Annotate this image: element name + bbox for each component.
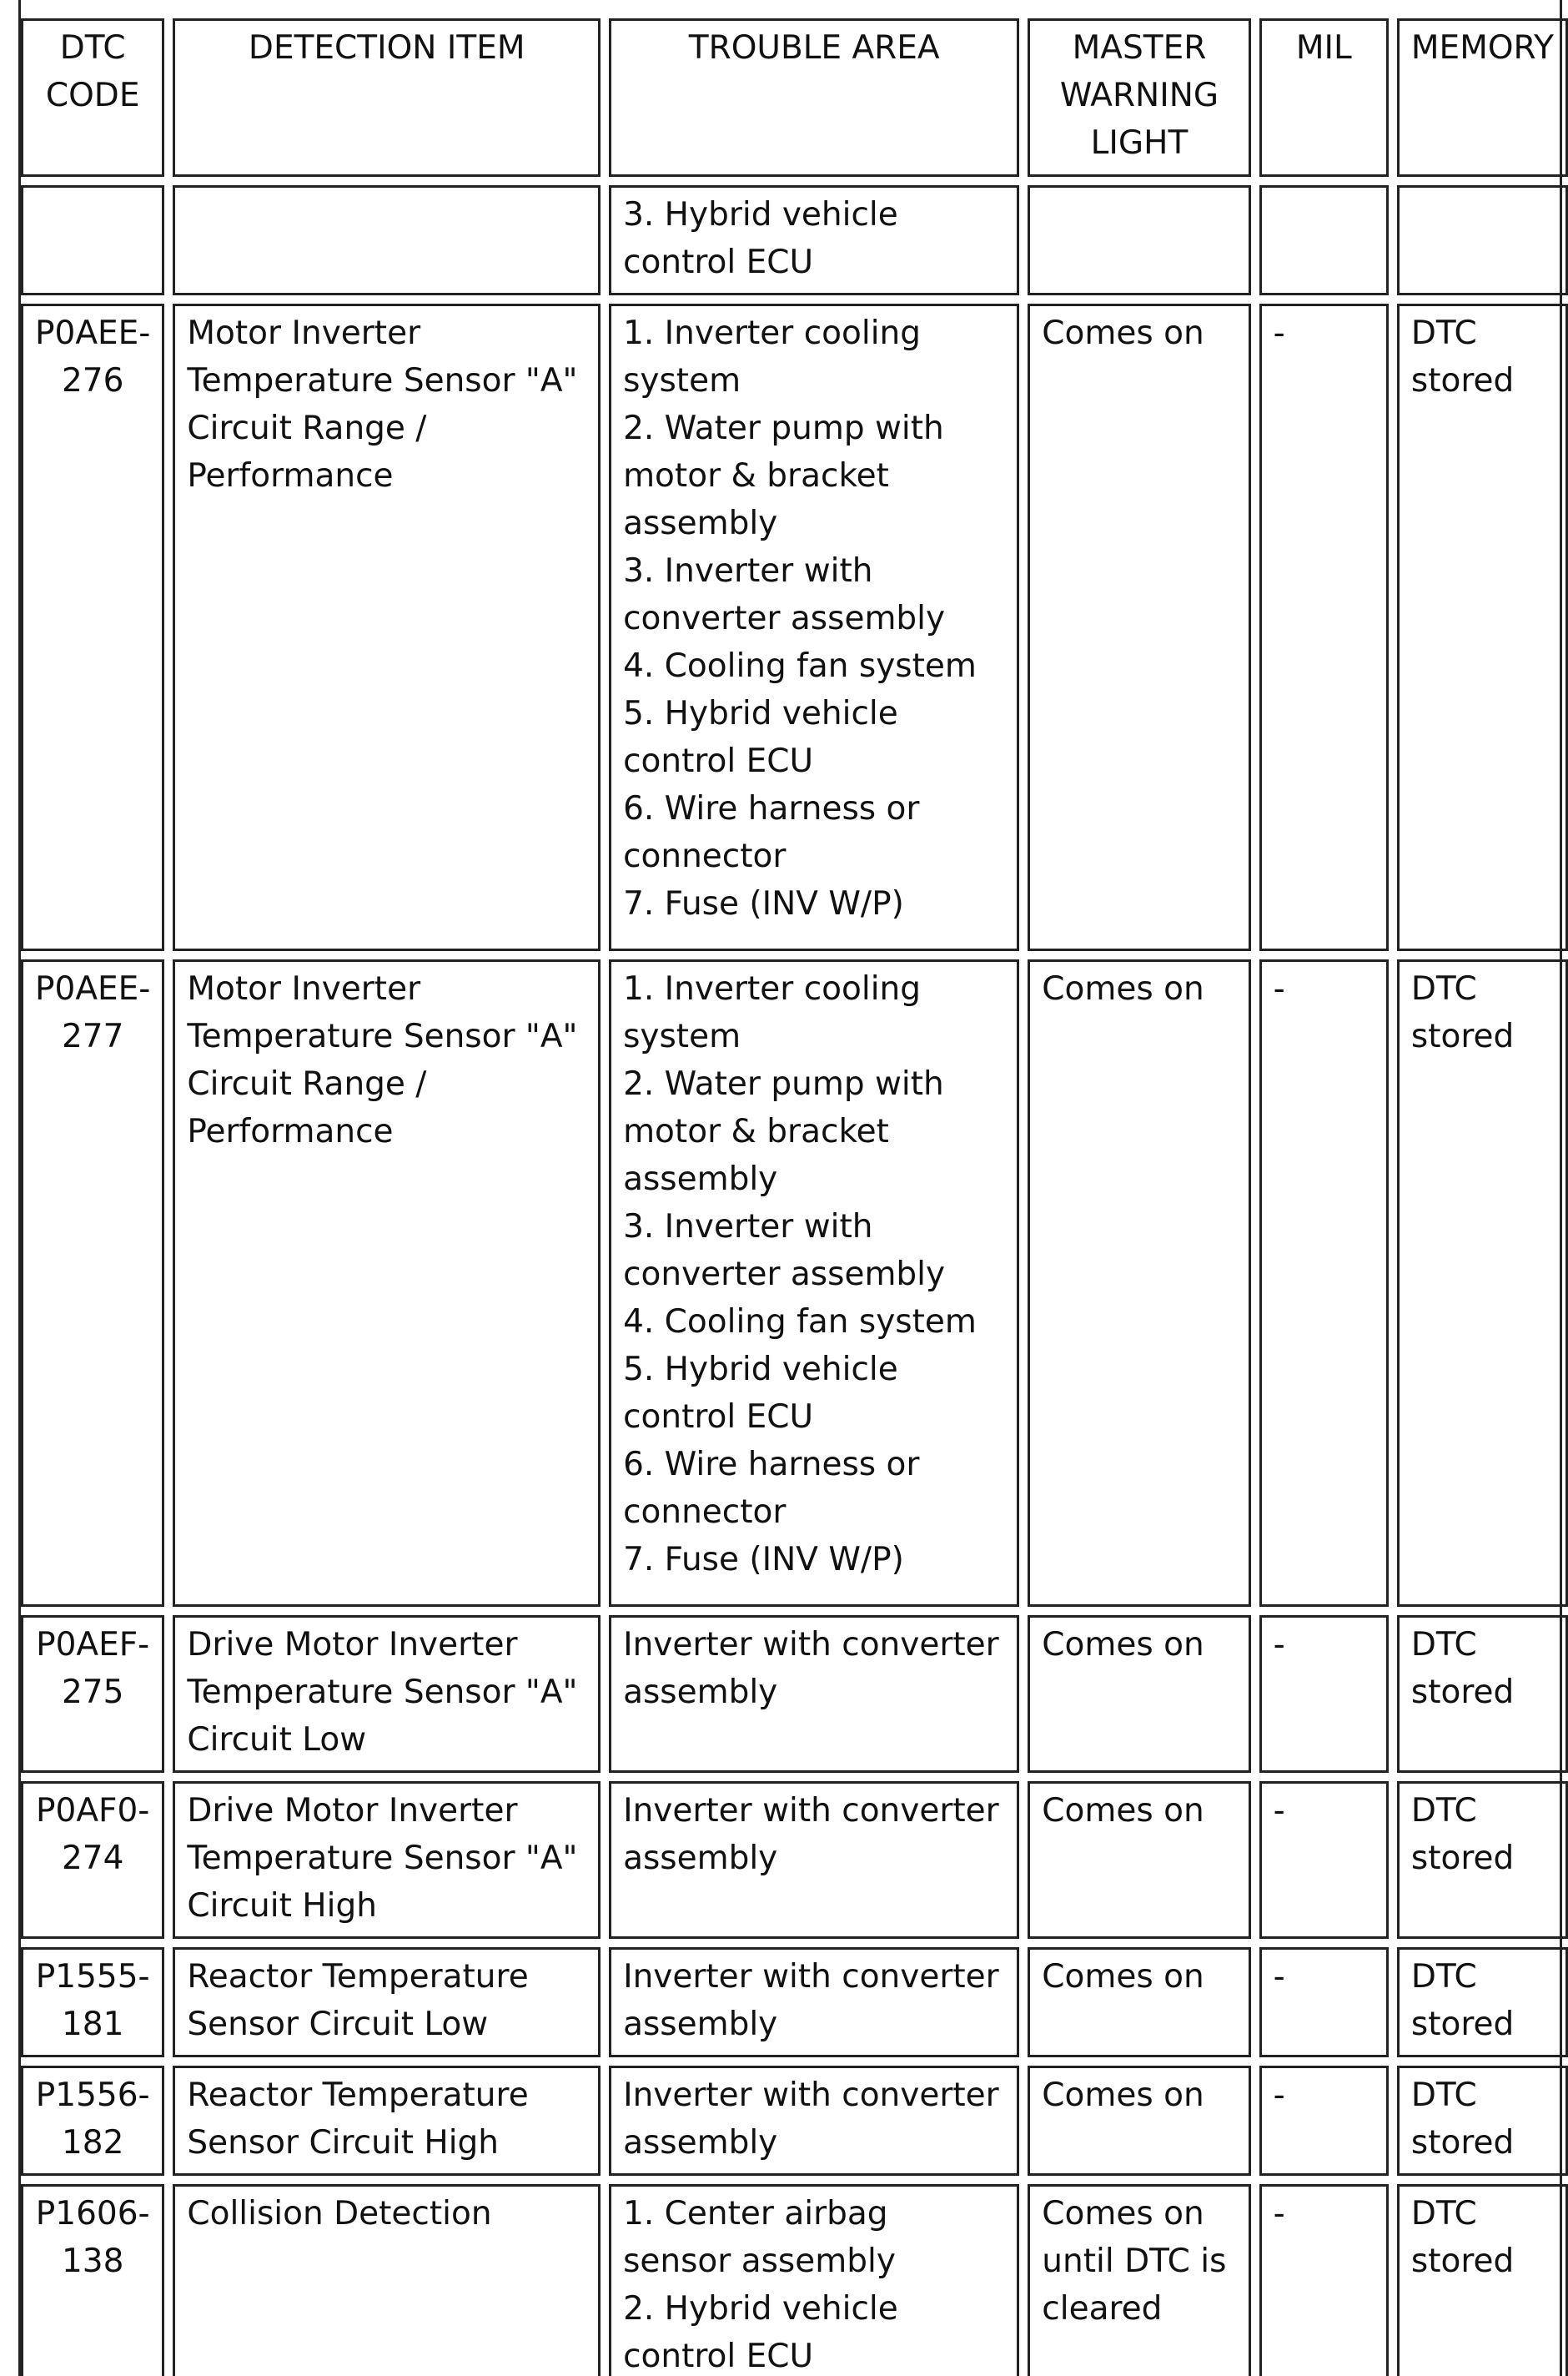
header-mil: MIL (1259, 18, 1389, 177)
trouble-area-item: 2. Water pump with motor & bracket assembly (623, 410, 944, 542)
master-warning-light-cell: Comes on (1028, 1615, 1250, 1773)
table-header-row (21, 18, 1568, 177)
dtc-code-cell: P0AEF-275 (21, 1615, 164, 1773)
trouble-area-item: Inverter with converter assembly (623, 1958, 999, 2043)
memory-cell: DTC stored (1397, 959, 1568, 1607)
dtc-table (13, 10, 1568, 2376)
mil-cell (1259, 185, 1389, 295)
memory-cell: DTC stored (1397, 1947, 1568, 2057)
detection-item-cell: Drive Motor Inverter Temperature Sensor "A" Circuit High (173, 1781, 601, 1939)
dtc-code-cell: P1556-182 (21, 2066, 164, 2176)
trouble-area-cell (609, 1781, 1019, 1939)
mil-cell: - (1259, 304, 1389, 951)
trouble-area-item: 5. Hybrid vehicle control ECU (623, 695, 898, 780)
trouble-area-item: 6. Wire harness or connector (623, 1446, 920, 1531)
memory-cell (1397, 185, 1568, 295)
trouble-area-cell (609, 185, 1019, 295)
trouble-area-cell (609, 1615, 1019, 1773)
memory-cell: DTC stored (1397, 304, 1568, 951)
table-row (21, 1615, 1568, 1773)
detection-item-cell: Drive Motor Inverter Temperature Sensor "A" Circuit Low (173, 1615, 601, 1773)
trouble-area-item: 4. Cooling fan system (623, 647, 977, 685)
memory-cell: DTC stored (1397, 2066, 1568, 2176)
master-warning-light-cell: Comes on (1028, 304, 1250, 951)
mil-cell: - (1259, 959, 1389, 1607)
trouble-area-item: Inverter with converter assembly (623, 2076, 999, 2162)
header-master-warning-light: MASTER WARNING LIGHT (1028, 18, 1250, 177)
trouble-area-cell (609, 304, 1019, 951)
trouble-area-cell (609, 2066, 1019, 2176)
trouble-area-item: 4. Cooling fan system (623, 1303, 977, 1341)
trouble-area-item: 2. Hybrid vehicle control ECU (623, 2290, 898, 2375)
trouble-area-item: 1. Center airbag sensor assembly (623, 2195, 896, 2280)
dtc-code-cell: P0AF0-274 (21, 1781, 164, 1939)
header-memory: MEMORY (1397, 18, 1568, 177)
memory-cell: DTC stored (1397, 1781, 1568, 1939)
trouble-area-item: 3. Inverter with converter assembly (623, 552, 946, 637)
table-row (21, 304, 1568, 951)
trouble-area-item: 7. Fuse (INV W/P) (623, 885, 904, 923)
table-row (21, 2184, 1568, 2376)
master-warning-light-cell: Comes on (1028, 1781, 1250, 1939)
trouble-area-item: 7. Fuse (INV W/P) (623, 1541, 904, 1578)
memory-cell: DTC stored (1397, 2184, 1568, 2376)
table-row (21, 1947, 1568, 2057)
trouble-area-item: Inverter with converter assembly (623, 1626, 999, 1711)
table-row (21, 1781, 1568, 1939)
header-detection-item: DETECTION ITEM (173, 18, 601, 177)
detection-item-cell: Reactor Temperature Sensor Circuit High (173, 2066, 601, 2176)
detection-item-cell: Reactor Temperature Sensor Circuit Low (173, 1947, 601, 2057)
trouble-area-item: 5. Hybrid vehicle control ECU (623, 1351, 898, 1436)
mil-cell: - (1259, 1781, 1389, 1939)
trouble-area-cell (609, 959, 1019, 1607)
dtc-code-cell: P1606-138 (21, 2184, 164, 2376)
master-warning-light-cell: Comes on (1028, 959, 1250, 1607)
dtc-code-cell: P0AEE-277 (21, 959, 164, 1607)
trouble-area-cell (609, 2184, 1019, 2376)
trouble-area-item: 1. Inverter cooling system (623, 315, 922, 400)
detection-item-cell: Motor Inverter Temperature Sensor "A" Circuit Range / Performance (173, 304, 601, 951)
master-warning-light-cell: Comes on (1028, 1947, 1250, 2057)
detection-item-cell: Collision Detection (173, 2184, 601, 2376)
trouble-area-item: 3. Hybrid vehicle control ECU (623, 196, 898, 281)
trouble-area-item: Inverter with converter assembly (623, 1792, 999, 1877)
dtc-code-cell: P0AEE-276 (21, 304, 164, 951)
master-warning-light-cell (1028, 185, 1250, 295)
table-row (21, 959, 1568, 1607)
detection-item-cell: Motor Inverter Temperature Sensor "A" Circuit Range / Performance (173, 959, 601, 1607)
table-body (21, 185, 1568, 2376)
header-dtc-code: DTC CODE (21, 18, 164, 177)
table-row (21, 185, 1568, 295)
trouble-area-cell (609, 1947, 1019, 2057)
mil-cell: - (1259, 1947, 1389, 2057)
mil-cell: - (1259, 1615, 1389, 1773)
mil-cell: - (1259, 2184, 1389, 2376)
memory-cell: DTC stored (1397, 1615, 1568, 1773)
detection-item-cell (173, 185, 601, 295)
dtc-code-cell (21, 185, 164, 295)
dtc-code-cell: P1555-181 (21, 1947, 164, 2057)
master-warning-light-cell: Comes on (1028, 2066, 1250, 2176)
mil-cell: - (1259, 2066, 1389, 2176)
trouble-area-item: 3. Inverter with converter assembly (623, 1208, 946, 1293)
table-row (21, 2066, 1568, 2176)
trouble-area-item: 1. Inverter cooling system (623, 970, 922, 1055)
trouble-area-item: 2. Water pump with motor & bracket assembly (623, 1065, 944, 1198)
header-trouble-area: TROUBLE AREA (609, 18, 1019, 177)
trouble-area-item: 6. Wire harness or connector (623, 790, 920, 875)
master-warning-light-cell: Comes on until DTC is cleared (1028, 2184, 1250, 2376)
